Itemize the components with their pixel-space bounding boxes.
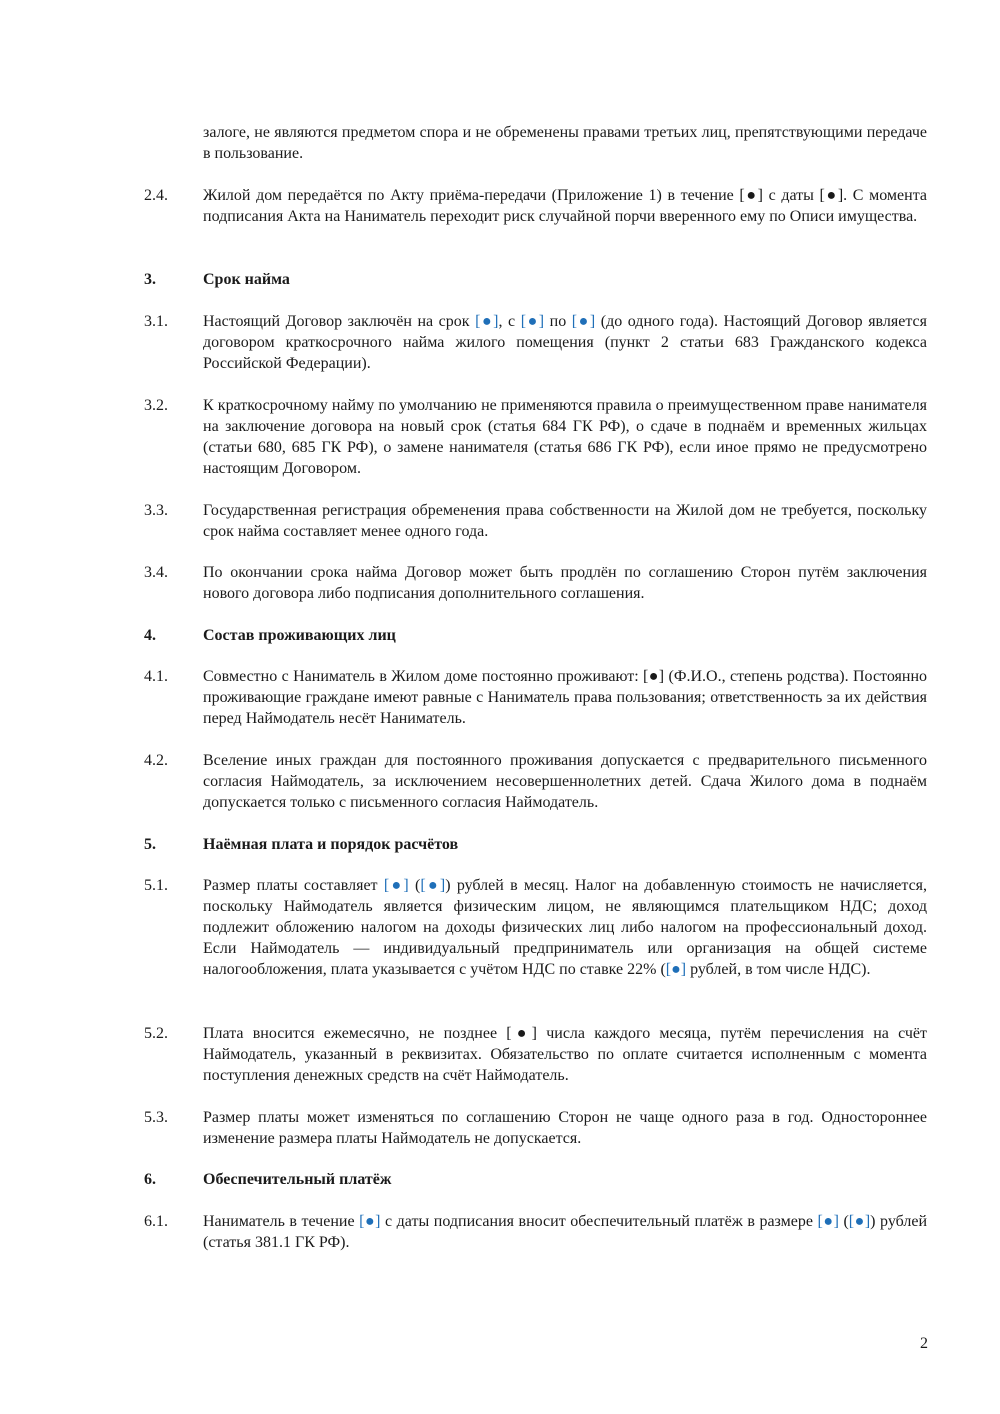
section-title: Состав проживающих лиц [203, 627, 396, 644]
clause-text: Жилой дом передаётся по Акту приёма-передачи (Приложение 1) в течение [●] с даты [●]. С момента подписания Акта на Наниматель переходит риск случайной порчи вверенного ему по Описи имущества. [203, 187, 927, 225]
clause-text: По окончании срока найма Договор может быть продлён по соглашению Сторон путём заключения нового договора либо подписания дополнительного соглашения. [203, 564, 927, 602]
clause-number: 3.3. [144, 502, 168, 519]
clause-number: 4.1. [144, 668, 168, 685]
clause-number: 6.1. [144, 1213, 168, 1230]
clause-text: Совместно с Наниматель в Жилом доме постоянно проживают: [●] (Ф.И.О., степень родства). Постоянно проживающие граждане имеют равные с Наниматель права пользования; ответственность за их действия перед Наймодатель несёт Наниматель. [203, 668, 927, 727]
clause-number: 5.3. [144, 1109, 168, 1126]
paragraph-text: залоге, не являются предметом спора и не обременены правами третьих лиц, препятствующими передаче в пользование. [203, 124, 927, 162]
placeholder-marker: [●] [665, 961, 687, 978]
clause-number: 3.1. [144, 313, 168, 330]
clause-number: 5.2. [144, 1025, 168, 1042]
section-number: 4. [144, 627, 156, 644]
clause-text: Плата вносится ежемесячно, не позднее [●] числа каждого месяца, путём перечисления на счёт Наймодатель, указанный в реквизитах. Обязательство по оплате считается исполненным с момента поступления денежных средств на счёт Наймодатель. [203, 1025, 927, 1084]
placeholder-marker: [●] [383, 877, 409, 894]
section-title: Срок найма [203, 271, 290, 288]
section-number: 6. [144, 1171, 156, 1188]
clause-number: 5.1. [144, 877, 168, 894]
section-number: 5. [144, 836, 156, 853]
placeholder-marker: [●] [520, 313, 545, 330]
placeholder-marker: [●] [420, 877, 446, 894]
placeholder-marker: [●] [571, 313, 596, 330]
placeholder-marker: [●] [817, 1213, 839, 1230]
clause-number: 4.2. [144, 752, 168, 769]
clause-number: 2.4. [144, 187, 168, 204]
placeholder-marker: [●] [475, 313, 499, 330]
section-title: Наёмная плата и порядок расчётов [203, 836, 459, 853]
clause-number: 3.2. [144, 397, 168, 414]
placeholder-marker: [●] [359, 1213, 381, 1230]
section-number: 3. [144, 271, 156, 288]
clause-text: Государственная регистрация обременения права собственности на Жилой дом не требуется, поскольку срок найма составляет менее одного года. [203, 502, 927, 540]
clause-text: Наниматель в течение [●] с даты подписания вносит обеспечительный платёж в размере [●] ([●]) рублей (статья 381.1 ГК РФ). [203, 1213, 928, 1251]
section-title: Обеспечительный платёж [203, 1171, 392, 1188]
clause-text: Размер платы может изменяться по соглашению Сторон не чаще одного раза в год. Одностороннее изменение размера платы Наймодатель не допускается. [203, 1109, 927, 1147]
clause-text: Вселение иных граждан для постоянного проживания допускается с предварительного письменного согласия Наймодатель, за исключением несовершеннолетних детей. Сдача Жилого дома в поднаём допускается только с письменного согласия Наймодатель. [203, 752, 927, 811]
placeholder-marker: [●] [848, 1213, 871, 1230]
clause-number: 3.4. [144, 564, 168, 581]
clause-text: К краткосрочному найму по умолчанию не применяются правила о преимущественном праве нанимателя на заключение договора на новый срок (статья 684 ГК РФ), о сдаче в поднаём и временных жильцах (статьи 680, 685 ГК РФ), о замене нанимателя (статья 686 ГК РФ), если иное прямо не предусмотрено настоящим Договором. [203, 397, 927, 477]
clause-text: Размер платы составляет [●] ([●]) рублей в месяц. Налог на добавленную стоимость не начисляется, поскольку Наймодатель является физическим лицом, не являющимся плательщиком НДС; доход подлежит обложению налогом на доходы физических лиц либо налогом на профессиональный доход. Если Наймодатель — индивидуальный предприниматель или организация на общей системе налогообложения, плата указывается с учётом НДС по ставке 22% ([●] рублей, в том числе НДС). [203, 877, 928, 978]
clause-text: Настоящий Договор заключён на срок [●], с [●] по [●] (до одного года). Настоящий Договор является договором краткосрочного найма жилого помещения (пункт 2 статьи 683 Гражданского кодекса Российской Федерации). [203, 313, 927, 372]
page-number: 2 [920, 1335, 928, 1352]
